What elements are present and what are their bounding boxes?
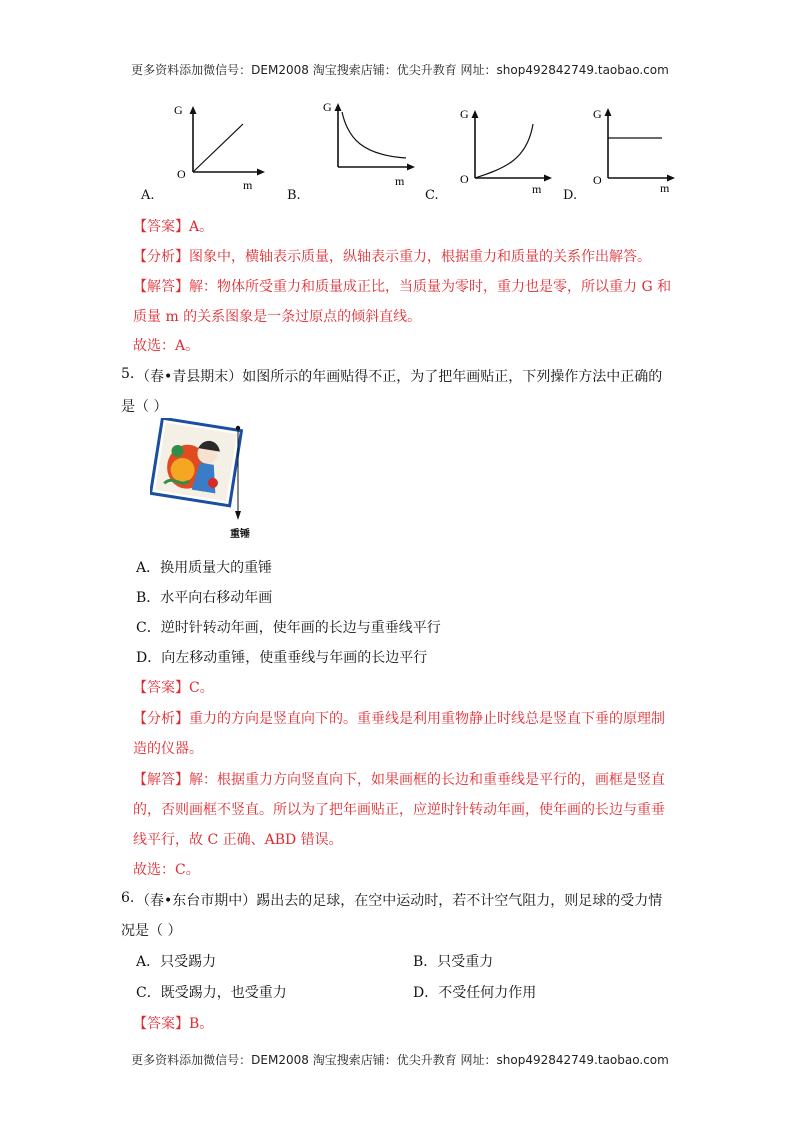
q5-solution-line-1 <box>133 769 665 789</box>
q5-solution-line-2: 的，否则画框不竖直。所以为了把年画贴正，应逆时针转动年画，使年画的长边与重垂 <box>133 802 665 818</box>
q5-figure-label: 重锤 <box>230 529 250 540</box>
graph-d-x-label: m <box>660 181 670 192</box>
graph-a-x-label: m <box>243 178 253 192</box>
q5-conclusion: 故选：C。 <box>133 862 200 878</box>
q5-answer-tag: 【答案】 <box>133 680 189 696</box>
graph-option-b-label: B. <box>287 188 301 203</box>
q5-solution-line-3: 线平行，故 C 正确、ABD 错误。 <box>133 832 343 848</box>
q4-solution-line-1 <box>133 276 671 296</box>
q6-stem-line-1: （春•东台市期中）踢出去的足球，在空中运动时，若不计空气阻力，则足球的受力情 <box>136 893 663 909</box>
graph-a-y-label: G <box>174 103 183 117</box>
graph-a-origin: O <box>177 167 186 181</box>
graph-c <box>455 102 565 194</box>
graph-b-y-label: G <box>323 100 332 114</box>
q4-analysis-text: 图象中，横轴表示质量，纵轴表示重力，根据重力和质量的关系作出解答。 <box>189 249 651 265</box>
q5-number: 5. <box>121 366 135 382</box>
graph-d-origin: O <box>593 173 602 187</box>
q4-answer-value: A。 <box>189 219 214 235</box>
q6-option-c: C．既受踢力，也受重力 <box>136 985 287 1001</box>
page-footer: 更多资料添加微信号：DEM2008 淘宝搜索店铺：优尖升教育 网址：shop492842749.taobao.com <box>131 1053 669 1067</box>
q5-analysis-line-1 <box>133 708 665 728</box>
q5-option-b: B．水平向右移动年画 <box>136 590 273 606</box>
q5-figure-tilted-painting <box>150 418 260 543</box>
q5-option-c: C．逆时针转动年画，使年画的长边与重垂线平行 <box>136 620 441 636</box>
q4-analysis-tag: 【分析】 <box>133 249 189 265</box>
q6-number: 6. <box>121 890 135 906</box>
q5-stem-line-2: 是（ ） <box>121 399 168 415</box>
q5-solution-text-1: 解：根据重力方向竖直向下，如果画框的长边和重垂线是平行的，画框是竖直 <box>189 772 665 788</box>
q4-solution-tag: 【解答】 <box>133 279 189 295</box>
graph-c-y-label: G <box>460 107 469 121</box>
graph-option-c-label: C. <box>425 188 439 203</box>
q5-option-d: D．向左移动重锤，使重垂线与年画的长边平行 <box>136 650 428 666</box>
plumb-bob <box>235 511 241 520</box>
q4-analysis <box>133 246 651 266</box>
q6-stem-line-2: 况是（ ） <box>121 923 182 939</box>
graph-b-x-label: m <box>395 174 405 188</box>
graph-c-x-label: m <box>532 182 542 194</box>
q4-solution-line-2: 质量 m 的关系图象是一条过原点的倾斜直线。 <box>133 309 422 325</box>
q5-analysis-text-1: 重力的方向是竖直向下的。重垂线是利用重物静止时线总是竖直下垂的原理制 <box>189 711 665 727</box>
graph-d-y-label: G <box>593 107 602 121</box>
q4-answer <box>133 216 213 236</box>
q6-option-a: A．只受踢力 <box>136 954 217 970</box>
graph-d <box>588 100 698 192</box>
graph-option-a-label: A. <box>141 188 155 203</box>
page-header: 更多资料添加微信号：DEM2008 淘宝搜索店铺：优尖升教育 网址：shop492842749.taobao.com <box>131 63 669 77</box>
graph-b <box>318 97 428 189</box>
q5-answer-value: C。 <box>189 680 214 696</box>
q4-solution-text-1: 解：物体所受重力和质量成正比，当质量为零时，重力也是零，所以重力 G 和 <box>189 279 672 295</box>
graph-a <box>165 100 275 192</box>
q5-analysis-line-2: 造的仪器。 <box>133 741 203 757</box>
q6-answer-value: B。 <box>189 1016 214 1032</box>
q6-option-d: D．不受任何力作用 <box>413 985 537 1001</box>
q4-answer-tag: 【答案】 <box>133 219 189 235</box>
graph-c-origin: O <box>460 172 469 186</box>
graph-option-d-label: D. <box>563 188 578 203</box>
q6-answer <box>133 1013 213 1033</box>
q5-answer <box>133 677 214 697</box>
q5-option-a: A．换用质量大的重锤 <box>136 560 273 576</box>
q5-solution-tag: 【解答】 <box>133 772 189 788</box>
q5-stem-line-1: （春•青县期末）如图所示的年画贴得不正，为了把年画贴正，下列操作方法中正确的 <box>136 369 663 385</box>
q4-conclusion: 故选：A。 <box>133 338 200 354</box>
q6-option-b: B．只受重力 <box>413 954 494 970</box>
q5-analysis-tag: 【分析】 <box>133 711 189 727</box>
q6-answer-tag: 【答案】 <box>133 1016 189 1032</box>
